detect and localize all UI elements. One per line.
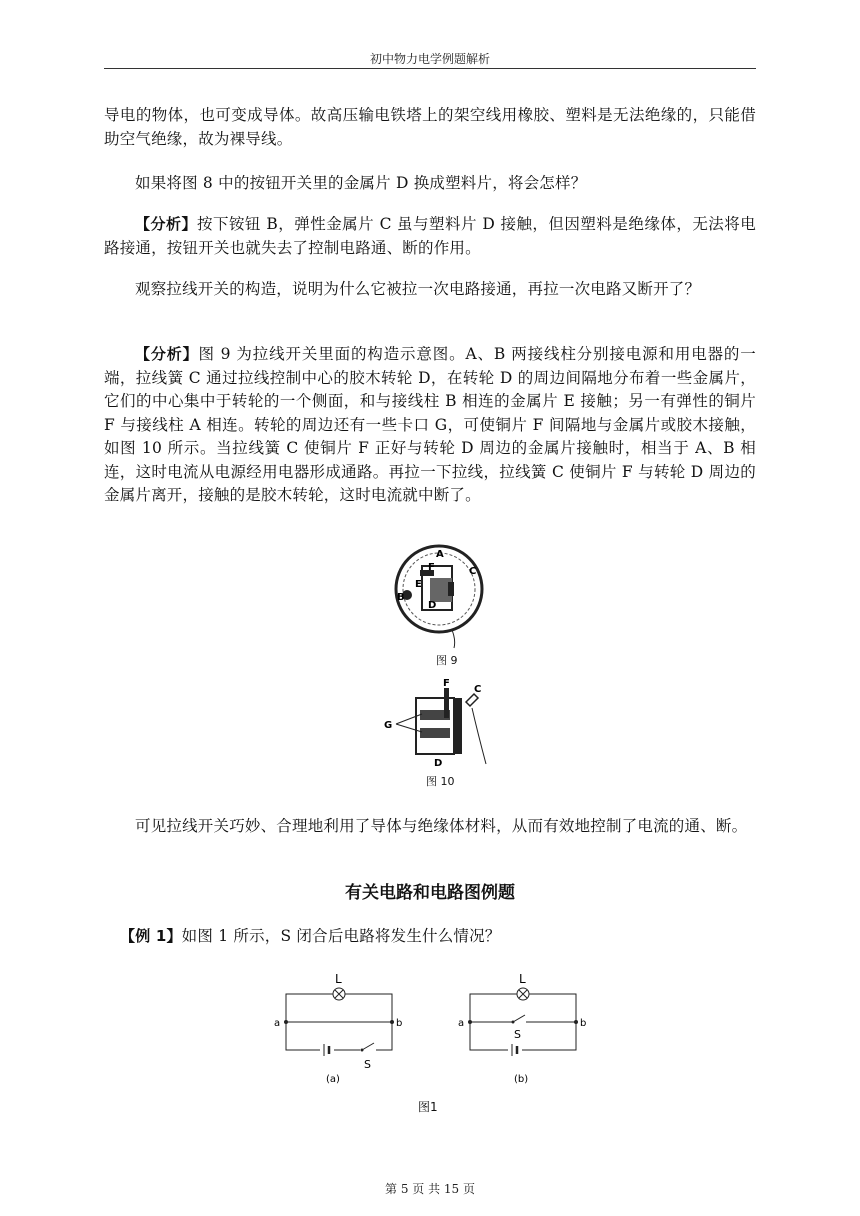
analysis-paragraph-1 bbox=[104, 213, 756, 260]
fig10-label-f: F bbox=[443, 678, 450, 689]
figure-1b-circuit bbox=[452, 968, 598, 1088]
example-1-question bbox=[104, 925, 756, 949]
fig1b-node-b: b bbox=[580, 1018, 587, 1029]
conclusion-paragraph: 可见拉线开关巧妙、合理地利用了导体与绝缘体材料，从而有效地控制了电流的通、断。 bbox=[135, 817, 748, 835]
fig1b-switch-label: S bbox=[514, 1028, 521, 1041]
figure-1a-circuit bbox=[268, 968, 414, 1088]
analysis-text: 按下铵钮 B，弹性金属片 C 虽与塑料片 D 接触，但因塑料是绝缘体，无法将电路接通，按钮开关也就失去了控制电路通、断的作用。 bbox=[104, 215, 756, 257]
figure-9-diagram bbox=[390, 540, 490, 650]
fig9-label-e: E bbox=[415, 579, 422, 590]
figure-1-caption: 图1 bbox=[418, 1100, 438, 1114]
fig1a-node-b: b bbox=[396, 1018, 403, 1029]
question-paragraph: 如果将图 8 中的按钮开关里的金属片 D 换成塑料片，将会怎样？ bbox=[135, 174, 587, 192]
fig10-label-g: G bbox=[384, 720, 393, 731]
fig1a-switch-label: S bbox=[364, 1058, 371, 1071]
fig1b-node-a: a bbox=[458, 1018, 465, 1029]
example-1-text: 如图 1 所示，S 闭合后电路将发生什么情况？ bbox=[181, 927, 501, 945]
figure-10-diagram bbox=[382, 676, 492, 768]
fig10-label-d: D bbox=[434, 758, 443, 768]
fig9-label-d: D bbox=[428, 600, 437, 611]
header-rule bbox=[104, 68, 756, 69]
analysis-label-2: 【分析】 bbox=[135, 345, 199, 363]
fig1b-lamp-label: L bbox=[519, 972, 526, 986]
fig9-label-b: B bbox=[397, 592, 405, 603]
page-footer: 第 5 页 共 15 页 bbox=[385, 1182, 475, 1196]
fig9-label-c: C bbox=[469, 566, 477, 577]
figure-10-caption: 图 10 bbox=[426, 775, 455, 788]
fig1b-sub-caption: (b) bbox=[514, 1074, 529, 1085]
fig9-label-a: A bbox=[436, 549, 444, 560]
analysis-label: 【分析】 bbox=[135, 215, 197, 233]
example-1-label: 【例 1】 bbox=[120, 927, 182, 945]
page-header: 初中物力电学例题解析 bbox=[369, 52, 490, 66]
fig1a-node-a: a bbox=[274, 1018, 281, 1029]
section-title: 有关电路和电路图例题 bbox=[345, 883, 515, 903]
paragraph-1: 导电的物体，也可变成导体。故高压输电铁塔上的架空线用橡胶、塑料是无法绝缘的，只能借助空气绝缘，故为裸导线。 bbox=[104, 106, 756, 148]
fig9-label-f: F bbox=[428, 562, 435, 573]
question-paragraph-2: 观察拉线开关的构造，说明为什么它被拉一次电路接通，再拉一次电路又断开了？ bbox=[135, 280, 701, 298]
analysis-paragraph-2 bbox=[104, 343, 756, 508]
figure-9-caption: 图 9 bbox=[436, 654, 458, 667]
fig10-label-c: C bbox=[474, 684, 482, 695]
fig1a-sub-caption: (a) bbox=[326, 1074, 340, 1085]
analysis-text-2: 图 9 为拉线开关里面的构造示意图。A、B 两接线柱分别接电源和用电器的一端，拉线簧 C 通过拉线控制中心的胶木转轮 D，在转轮 D 的周边间隔地分布着一些金属片，它们的中心集中于转轮的一个侧面，和与接线柱 B 相连的金属片 E 接触；另一有弹性的铜片 F 与接线柱 A 相连。转轮的周边还有一些卡口 G，可使铜片 F 间隔地与金属片或胶木接触，如图 10 所示。当拉线簧 C 使铜片 F 正好与转轮 D 周边的金属片接触时，相当于 A、B 相连，这时电流从电源经用电器形成通路。再拉一下拉线，拉线簧 C 使铜片 F 与转轮 D 周边的金属片离开，接触的是胶木转轮，这时电流就中断了。 bbox=[104, 345, 756, 504]
fig1a-lamp-label: L bbox=[335, 972, 342, 986]
